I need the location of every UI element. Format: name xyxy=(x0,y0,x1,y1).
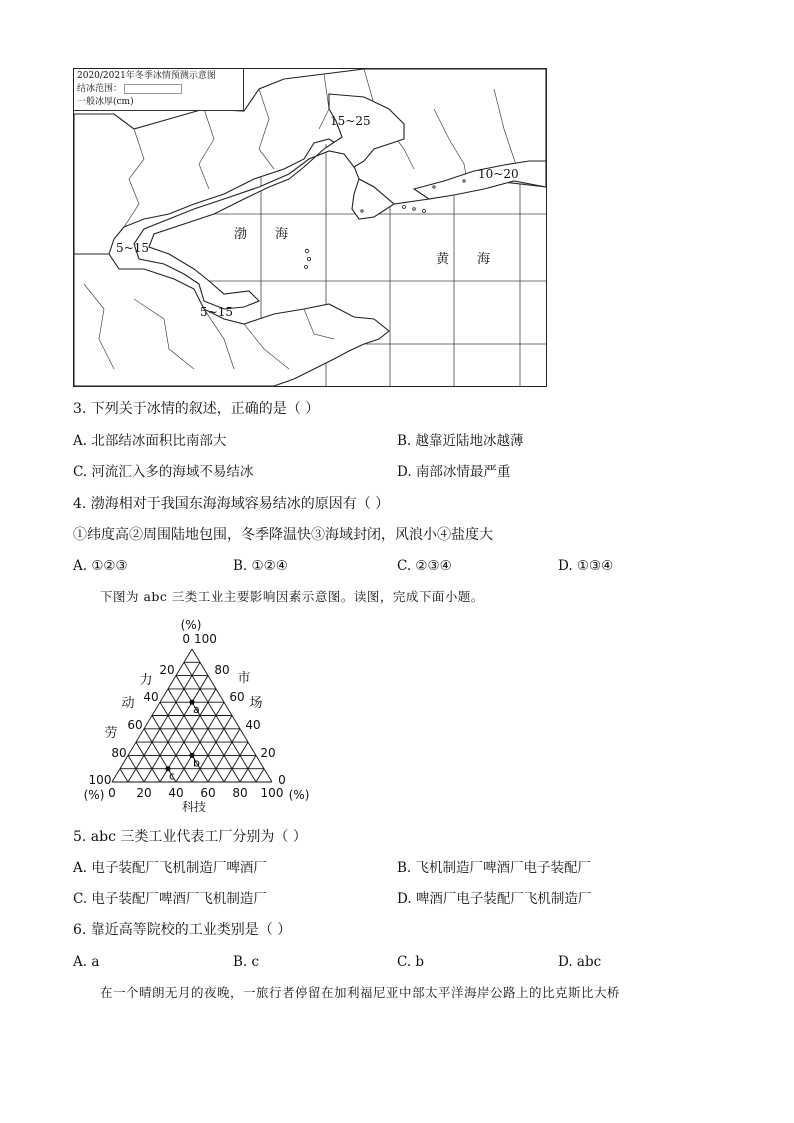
left-axis-char-3: 劳 xyxy=(104,726,118,741)
q4-option-b: B. ①②④ xyxy=(233,558,288,574)
question-3-stem: 3. 下列关于冰情的叙述，正确的是（ ） xyxy=(73,401,320,417)
top-zero: 0 xyxy=(182,632,190,646)
map-label-east: 10~20 xyxy=(478,167,519,181)
map-label-south: 5~15 xyxy=(200,305,233,319)
grid-line-rising xyxy=(120,769,128,782)
closing-text: 在一个晴朗无月的夜晚，一旅行者停留在加利福尼亚中部太平洋海岸公路上的比克斯比大桥 xyxy=(100,985,621,1000)
left-axis-char-2: 动 xyxy=(121,696,135,711)
ice-forecast-map xyxy=(73,68,547,387)
legend-ice-range xyxy=(77,83,240,96)
q4-option-a: A. ①②③ xyxy=(73,558,128,574)
legend-ice-range-label: 结冰范围： xyxy=(77,84,123,94)
bottom-axis-label: 科技 xyxy=(181,800,207,812)
ternary-grid xyxy=(112,649,272,782)
q5-option-a: A. 电子装配厂飞机制造厂啤酒厂 xyxy=(73,860,267,876)
q5-option-b: B. 飞机制造厂啤酒厂电子装配厂 xyxy=(397,860,592,876)
question-4-stem: 4. 渤海相对于我国东海海域容易结冰的原因有（ ） xyxy=(73,496,390,512)
left-tick-80: 80 xyxy=(111,746,127,760)
ternary-diagram xyxy=(80,612,320,812)
right-tick-60: 60 xyxy=(229,690,245,704)
bottom-tick-100: 100 xyxy=(260,786,284,800)
left-tick-60: 60 xyxy=(127,718,143,732)
bottom-tick-40: 40 xyxy=(168,786,184,800)
map-label-bohai: 渤 海 xyxy=(234,227,301,242)
map-legend xyxy=(74,69,244,111)
bottom-tick-80: 80 xyxy=(232,786,248,800)
q3-option-b: B. 越靠近陆地冰越薄 xyxy=(397,433,524,449)
q3-option-a: A. 北部结冰面积比南部大 xyxy=(73,433,227,449)
bottom-right-percent: (%) xyxy=(288,788,310,802)
question-5-stem: 5. abc 三类工业代表工厂分别为（ ） xyxy=(73,829,307,845)
q6-option-c: C. b xyxy=(397,954,425,970)
q6-option-d: D. abc xyxy=(558,954,602,970)
right-tick-80: 80 xyxy=(214,663,230,677)
question-6-stem: 6. 靠近高等院校的工业类别是（ ） xyxy=(73,922,292,938)
legend-ice-swatch xyxy=(124,84,182,94)
q5-option-c: C. 电子装配厂啤酒厂飞机制造厂 xyxy=(73,891,267,907)
left-axis-char-1: 力 xyxy=(139,673,153,688)
right-tick-40: 40 xyxy=(245,718,261,732)
grid-line-falling xyxy=(256,769,264,782)
q4-option-c: C. ②③④ xyxy=(397,558,452,574)
top-percent: (%) xyxy=(180,618,202,632)
point-label-a: a xyxy=(193,703,200,717)
bottom-left-percent: (%) xyxy=(83,788,105,802)
map-label-west: 5~15 xyxy=(116,241,149,255)
intro-caption: 下图为 abc 三类工业主要影响因素示意图。读图，完成下面小题。 xyxy=(100,589,484,604)
right-axis-char-2: 场 xyxy=(249,696,263,711)
point-label-c: c xyxy=(169,769,176,783)
bottom-tick-0: 0 xyxy=(108,786,116,800)
grid-line-falling xyxy=(192,716,232,783)
bottom-tick-60: 60 xyxy=(200,786,216,800)
top-hundred: 100 xyxy=(194,632,217,646)
question-4-conditions: ①纬度高②周围陆地包围，冬季降温快③海域封闭，风浪小④盐度大 xyxy=(73,527,493,543)
legend-title: 2020/2021年冬季冰情预测示意图 xyxy=(77,71,216,81)
right-tick-20: 20 xyxy=(260,746,276,760)
q4-option-d: D. ①③④ xyxy=(558,558,614,574)
q3-option-d: D. 南部冰情最严重 xyxy=(397,464,511,480)
left-tick-100: 100 xyxy=(88,773,112,787)
left-tick-40: 40 xyxy=(143,690,159,704)
q5-option-d: D. 啤酒厂电子装配厂飞机制造厂 xyxy=(397,891,592,907)
right-tick-0: 0 xyxy=(278,773,286,787)
map-label-huanghai: 黄 海 xyxy=(436,252,503,267)
left-tick-20: 20 xyxy=(159,663,175,677)
bottom-tick-20: 20 xyxy=(136,786,152,800)
q6-option-b: B. c xyxy=(233,954,260,970)
map-label-north: 15~25 xyxy=(330,114,371,128)
point-label-b: b xyxy=(193,756,200,770)
legend-thickness: 一般冰厚(cm) xyxy=(77,97,134,107)
q3-option-c: C. 河流汇入多的海域不易结冰 xyxy=(73,464,254,480)
q6-option-a: A. a xyxy=(73,954,100,970)
land-masses xyxy=(74,69,546,386)
map-drawing xyxy=(74,69,546,386)
right-axis-char-1: 市 xyxy=(237,671,251,686)
